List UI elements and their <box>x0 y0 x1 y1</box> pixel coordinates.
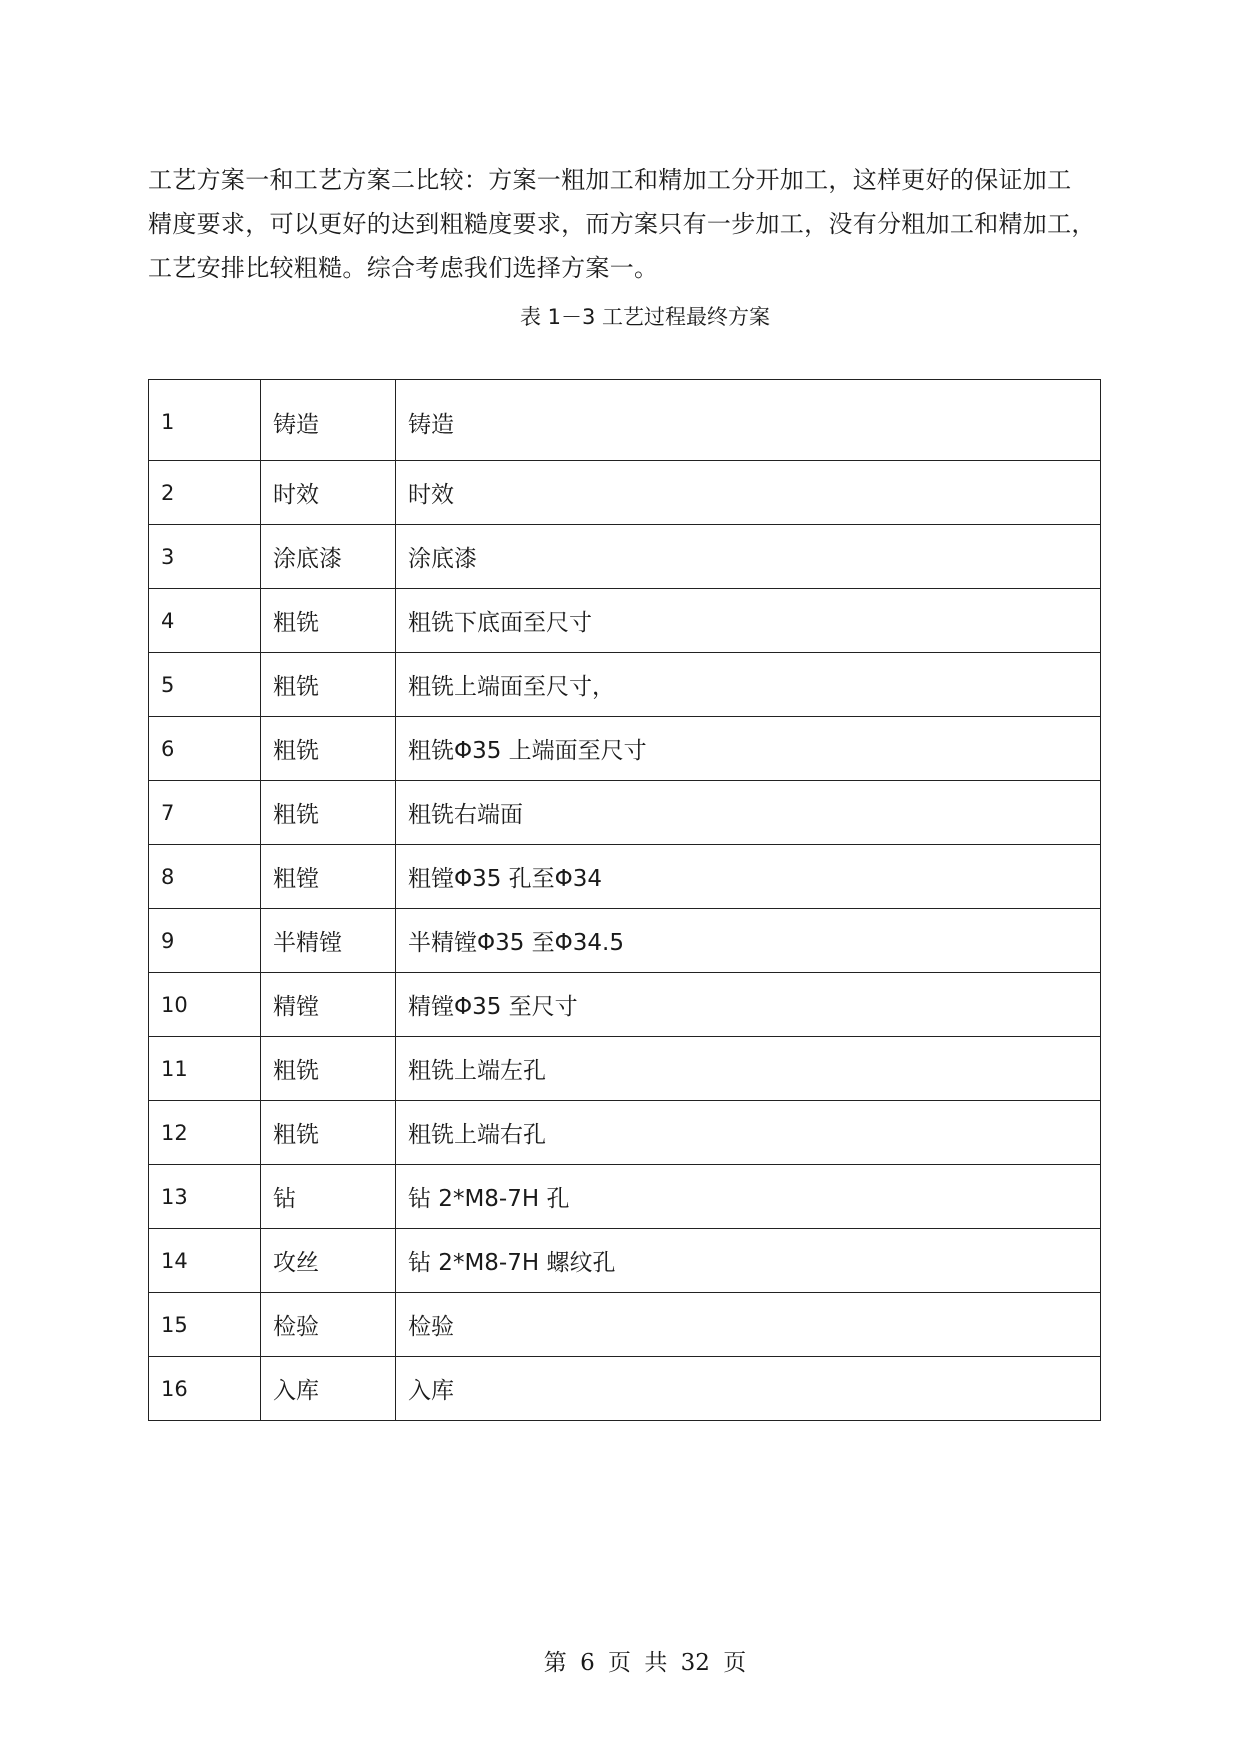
process-content-cell: 粗铣上端面至尺寸， <box>396 653 1101 717</box>
table-row <box>149 909 1101 973</box>
process-name-cell: 粗铣 <box>261 1101 396 1165</box>
process-name-cell: 钻 <box>261 1165 396 1229</box>
process-name-cell: 粗铣 <box>261 653 396 717</box>
step-number-cell: 15 <box>149 1293 261 1357</box>
step-number-cell: 8 <box>149 845 261 909</box>
process-content-cell: 精镗Φ35 至尺寸 <box>396 973 1101 1037</box>
step-number-cell: 9 <box>149 909 261 973</box>
table-caption: 表 1－3 工艺过程最终方案 <box>519 305 771 329</box>
page-footer: 第 6 页 共 32 页 <box>543 1650 747 1676</box>
paragraph-line: 精度要求，可以更好的达到粗糙度要求，而方案只有一步加工，没有分粗加工和精加工， <box>148 210 1096 238</box>
process-content-cell: 粗铣上端左孔 <box>396 1037 1101 1101</box>
process-content-cell: 涂底漆 <box>396 525 1101 589</box>
process-content-cell: 铸造 <box>396 380 1101 461</box>
body-paragraph <box>148 158 1106 290</box>
step-number-cell: 3 <box>149 525 261 589</box>
step-number-cell: 13 <box>149 1165 261 1229</box>
process-name-cell: 入库 <box>261 1357 396 1421</box>
process-name-cell: 粗镗 <box>261 845 396 909</box>
process-content-cell: 钻 2*M8-7H 孔 <box>396 1165 1101 1229</box>
process-name-cell: 铸造 <box>261 380 396 461</box>
process-name-cell: 粗铣 <box>261 717 396 781</box>
process-name-cell: 时效 <box>261 461 396 525</box>
step-number-cell: 10 <box>149 973 261 1037</box>
step-number-cell: 1 <box>149 380 261 461</box>
table-row <box>149 973 1101 1037</box>
paragraph-line: 工艺安排比较粗糙。综合考虑我们选择方案一。 <box>148 254 659 282</box>
process-content-cell: 粗铣Φ35 上端面至尺寸 <box>396 717 1101 781</box>
table-row <box>149 781 1101 845</box>
step-number-cell: 14 <box>149 1229 261 1293</box>
table-row <box>149 717 1101 781</box>
process-content-cell: 粗铣右端面 <box>396 781 1101 845</box>
table-row <box>149 845 1101 909</box>
process-name-cell: 精镗 <box>261 973 396 1037</box>
process-content-cell: 粗铣上端右孔 <box>396 1101 1101 1165</box>
process-name-cell: 粗铣 <box>261 1037 396 1101</box>
step-number-cell: 4 <box>149 589 261 653</box>
table-row <box>149 1037 1101 1101</box>
process-content-cell: 检验 <box>396 1293 1101 1357</box>
process-name-cell: 攻丝 <box>261 1229 396 1293</box>
table-row <box>149 1357 1101 1421</box>
step-number-cell: 6 <box>149 717 261 781</box>
table-row <box>149 1293 1101 1357</box>
process-name-cell: 涂底漆 <box>261 525 396 589</box>
table-row <box>149 461 1101 525</box>
process-name-cell: 检验 <box>261 1293 396 1357</box>
step-number-cell: 7 <box>149 781 261 845</box>
step-number-cell: 5 <box>149 653 261 717</box>
process-table <box>148 379 1101 1421</box>
process-content-cell: 半精镗Φ35 至Φ34.5 <box>396 909 1101 973</box>
table-row <box>149 1101 1101 1165</box>
process-name-cell: 半精镗 <box>261 909 396 973</box>
process-content-cell: 时效 <box>396 461 1101 525</box>
table-row <box>149 1229 1101 1293</box>
step-number-cell: 11 <box>149 1037 261 1101</box>
process-content-cell: 入库 <box>396 1357 1101 1421</box>
step-number-cell: 2 <box>149 461 261 525</box>
table-row <box>149 653 1101 717</box>
table-row <box>149 1165 1101 1229</box>
table-row <box>149 525 1101 589</box>
step-number-cell: 12 <box>149 1101 261 1165</box>
process-name-cell: 粗铣 <box>261 781 396 845</box>
process-content-cell: 粗铣下底面至尺寸 <box>396 589 1101 653</box>
process-name-cell: 粗铣 <box>261 589 396 653</box>
table-row <box>149 380 1101 461</box>
table-row <box>149 589 1101 653</box>
step-number-cell: 16 <box>149 1357 261 1421</box>
process-content-cell: 钻 2*M8-7H 螺纹孔 <box>396 1229 1101 1293</box>
process-content-cell: 粗镗Φ35 孔至Φ34 <box>396 845 1101 909</box>
paragraph-line: 工艺方案一和工艺方案二比较：方案一粗加工和精加工分开加工，这样更好的保证加工 <box>148 166 1072 194</box>
